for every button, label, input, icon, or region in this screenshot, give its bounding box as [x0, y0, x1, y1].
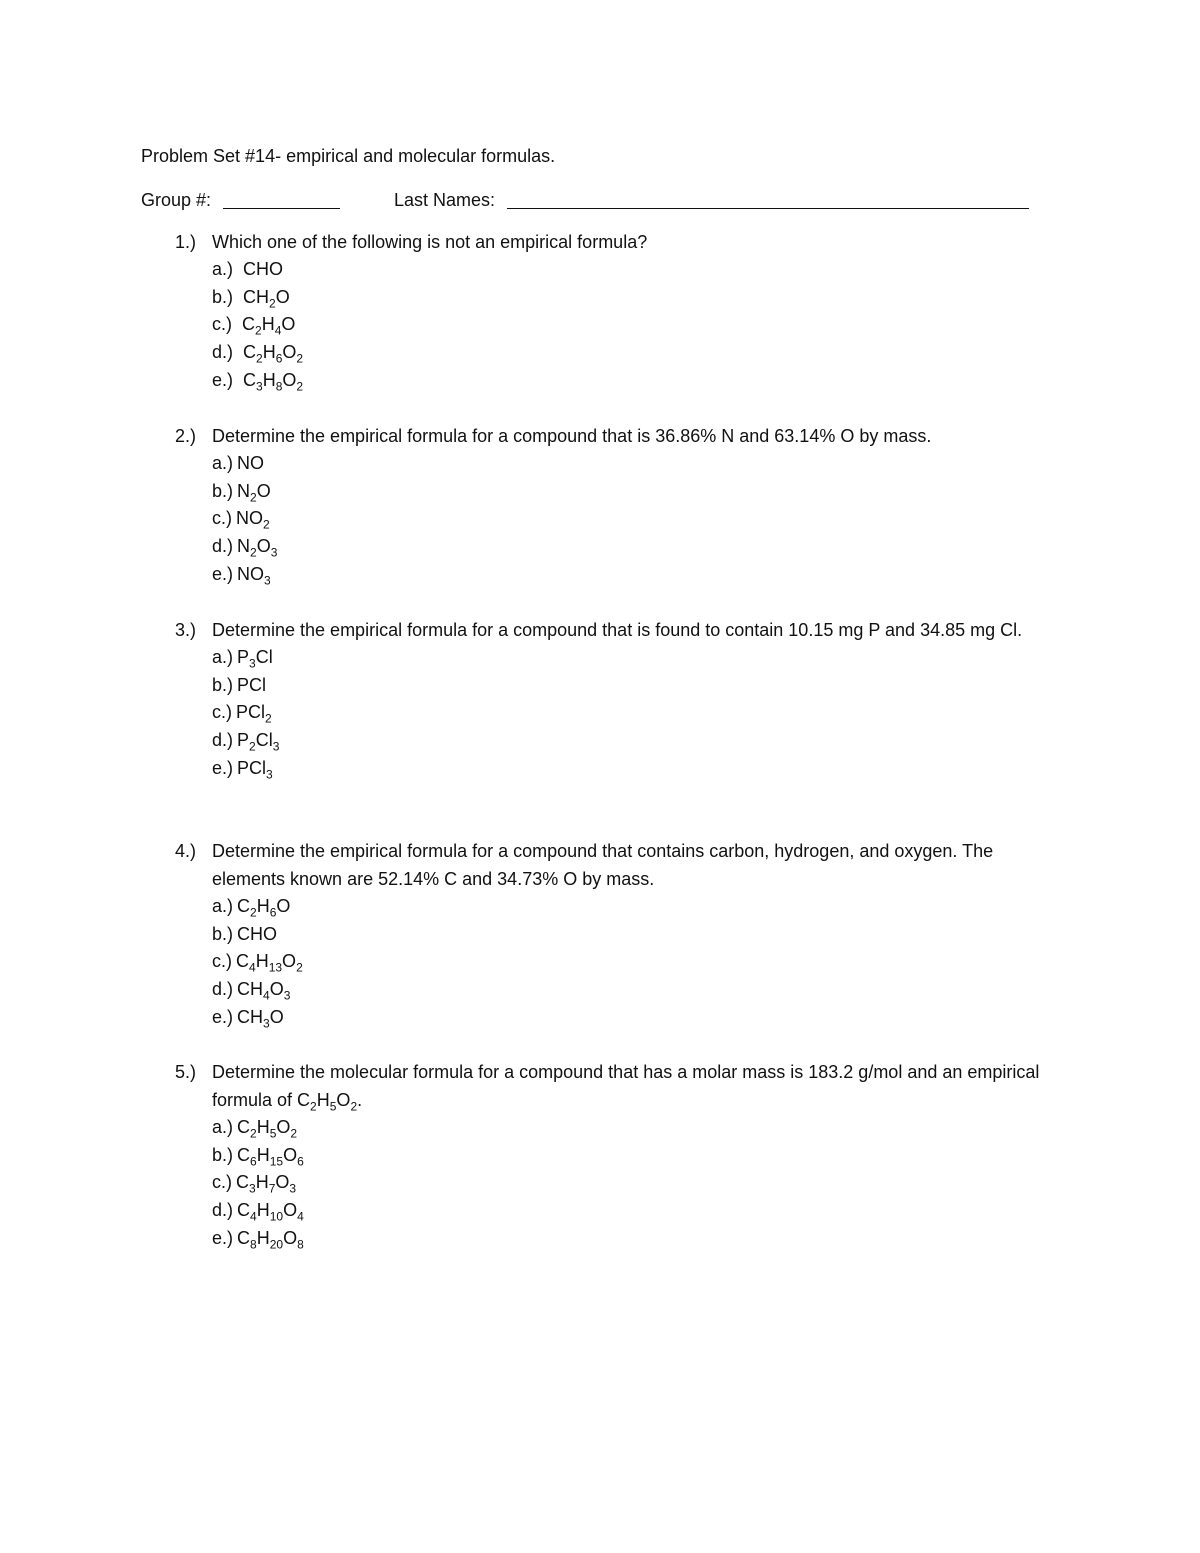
answer-option — [212, 505, 1055, 533]
answer-option — [212, 339, 1055, 367]
option-letter: c.) — [212, 314, 232, 335]
option-formula: $C_2H_6O_2$ — [243, 342, 304, 366]
question-5 — [175, 1058, 1055, 1252]
question-3 — [175, 616, 1055, 782]
option-letter: b.) — [212, 480, 234, 501]
answer-option — [212, 755, 1055, 783]
option-letter: c.) — [212, 702, 232, 723]
option-formula: $C_3H_8O_2$ — [243, 369, 304, 394]
option-formula: $C_8H_{20}O_8$ — [237, 1227, 304, 1252]
question-text: Which one of the following is not an empirical formula? — [212, 232, 648, 252]
answer-option — [212, 976, 1055, 1004]
option-letter: b.) — [212, 1144, 234, 1165]
answer-option — [212, 948, 1055, 976]
option-formula: $CH_2O$ — [243, 286, 290, 311]
question-number: 5.) — [175, 1062, 197, 1082]
answer-option — [212, 1004, 1055, 1032]
option-letter: d.) — [212, 342, 234, 363]
option-letter: c.) — [212, 951, 232, 972]
answer-option — [212, 1225, 1055, 1253]
option-formula: $C_2H_6O$ — [237, 896, 291, 920]
question-1 — [175, 228, 1055, 394]
answer-option — [212, 1142, 1055, 1170]
answer-options — [212, 893, 1055, 1031]
option-formula: PCl$_2$ — [236, 702, 272, 726]
option-formula: $P_3Cl$ — [237, 647, 273, 671]
question-number: 4.) — [175, 841, 197, 861]
option-letter: b.) — [212, 286, 234, 307]
option-letter: c.) — [212, 508, 232, 529]
option-formula: $C_2H_4O$ — [242, 314, 296, 338]
answer-option — [212, 921, 1055, 949]
answer-option — [212, 478, 1055, 506]
question-number: 2.) — [175, 426, 197, 446]
answer-option — [212, 561, 1055, 589]
answer-options — [212, 1114, 1055, 1252]
option-letter: b.) — [212, 674, 234, 695]
option-letter: a.) — [212, 647, 234, 667]
option-formula: $C_3H_7O_3$ — [236, 1172, 297, 1196]
answer-options — [212, 450, 1055, 588]
option-letter: a.) — [212, 1117, 234, 1137]
group-number-blank — [223, 208, 340, 209]
option-formula: $CH_3O$ — [237, 1006, 284, 1031]
option-letter: e.) — [212, 757, 234, 778]
group-number-label: Group #: — [141, 190, 212, 210]
option-letter: d.) — [212, 536, 234, 557]
answer-option — [212, 672, 1055, 700]
answer-option — [212, 893, 1055, 921]
answer-option — [212, 284, 1055, 312]
question-text: Determine the empirical formula for a compound that is 36.86% N and 63.14% O by mass. — [212, 426, 932, 446]
option-letter: e.) — [212, 563, 234, 584]
option-formula: CHO — [237, 923, 278, 944]
answer-option — [212, 699, 1055, 727]
option-formula: $NO_3$ — [237, 563, 271, 588]
option-letter: d.) — [212, 1200, 234, 1221]
last-names-label: Last Names: — [394, 190, 496, 210]
option-formula: $N_2O_3$ — [237, 536, 278, 560]
option-formula: $C_6H_{15}O_6$ — [237, 1144, 304, 1169]
question-number: 3.) — [175, 620, 197, 640]
question-2 — [175, 422, 1055, 588]
answer-option — [212, 311, 1055, 339]
answer-option — [212, 450, 1055, 478]
option-formula: NO — [237, 453, 265, 473]
answer-option — [212, 727, 1055, 755]
answer-option — [212, 367, 1055, 395]
header-fields — [141, 189, 1041, 213]
option-formula: CHO — [243, 259, 284, 279]
last-names-blank — [507, 208, 1029, 209]
option-letter: d.) — [212, 730, 234, 751]
option-letter: a.) — [212, 453, 234, 473]
answer-option — [212, 644, 1055, 672]
option-formula: PCl$_3$ — [237, 757, 273, 782]
option-formula: $NO_2$ — [236, 508, 270, 532]
answer-option — [212, 533, 1055, 561]
option-letter: e.) — [212, 1227, 234, 1248]
option-formula: $CH_4O_3$ — [237, 979, 291, 1003]
option-letter: e.) — [212, 1006, 234, 1027]
option-formula: $N_2O$ — [237, 480, 271, 505]
question-text: Determine the empirical formula for a compound that is found to contain 10.15 mg P and 34.85 mg Cl. — [212, 620, 1023, 640]
option-letter: c.) — [212, 1172, 232, 1193]
answer-option — [212, 1169, 1055, 1197]
page-title: Problem Set #14- empirical and molecular formulas. — [141, 146, 556, 166]
option-formula: $C_4H_{13}O_2$ — [236, 951, 303, 975]
option-letter: a.) — [212, 896, 234, 916]
option-letter: a.) — [212, 259, 234, 279]
question-4 — [175, 837, 1055, 1031]
question-number: 1.) — [175, 232, 197, 252]
option-formula: $C_2H_5O_2$ — [237, 1117, 298, 1141]
option-letter: e.) — [212, 369, 234, 390]
answer-option — [212, 256, 1055, 284]
question-text: Determine the molecular formula for a compound that has a molar mass is 183.2 g/mol and an empirical formula of $C_2H_5O_2$. — [212, 1062, 1040, 1114]
option-letter: d.) — [212, 979, 234, 1000]
option-formula: PCl — [237, 674, 267, 695]
answer-option — [212, 1114, 1055, 1142]
option-letter: b.) — [212, 923, 234, 944]
question-text: Determine the empirical formula for a compound that contains carbon, hydrogen, and oxygen. The elements known are 52.14% C and 34.73% O by mass. — [212, 841, 994, 889]
option-formula: $P_2Cl_3$ — [237, 730, 280, 754]
option-formula: $C_4H_{10}O_4$ — [237, 1200, 304, 1224]
answer-option — [212, 1197, 1055, 1225]
answer-options — [212, 644, 1055, 782]
answer-options — [212, 256, 1055, 394]
